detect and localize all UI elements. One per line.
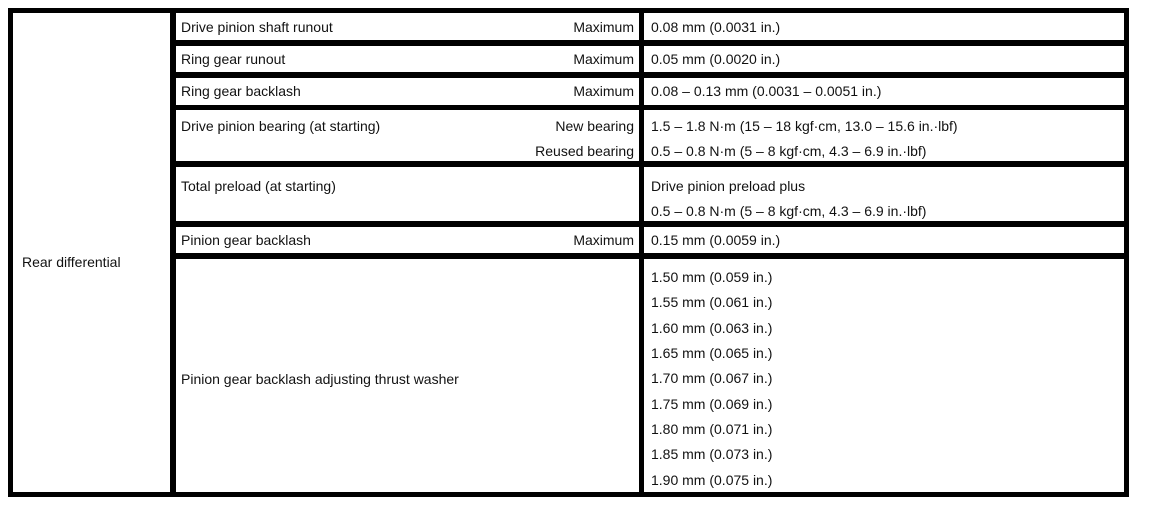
table-row-value: [644, 78, 1124, 105]
table-row-item: [176, 259, 639, 492]
row-value: 1.65 mm (0.065 in.): [651, 345, 773, 361]
row-value: 1.70 mm (0.067 in.): [651, 370, 773, 386]
row-condition: Reused bearing: [535, 143, 634, 159]
row-condition: Maximum: [573, 232, 634, 248]
row-condition: Maximum: [573, 83, 634, 99]
spec-table: [8, 8, 1129, 497]
table-row-value: [644, 227, 1124, 253]
row-item-label: Ring gear backlash: [181, 83, 301, 99]
row-value: Drive pinion preload plus: [651, 178, 806, 194]
row-item-label: Drive pinion bearing (at starting): [181, 118, 381, 134]
row-value: 0.08 – 0.13 mm (0.0031 – 0.0051 in.): [651, 83, 882, 99]
row-value: 1.80 mm (0.071 in.): [651, 421, 773, 437]
table-row-value: [644, 110, 1124, 161]
row-value: 1.90 mm (0.075 in.): [651, 472, 773, 488]
row-value: 0.15 mm (0.0059 in.): [651, 232, 781, 248]
row-value: 0.5 – 0.8 N·m (5 – 8 kgf·cm, 4.3 – 6.9 in.·lbf): [651, 203, 927, 219]
row-value: 1.60 mm (0.063 in.): [651, 320, 773, 336]
table-row-value: [644, 13, 1124, 40]
row-value: 0.05 mm (0.0020 in.): [651, 51, 781, 67]
table-row-item: [176, 78, 639, 105]
section-cell: [13, 13, 170, 492]
row-value: 1.5 – 1.8 N·m (15 – 18 kgf·cm, 13.0 – 15.6 in.·lbf): [651, 118, 958, 134]
section-label: Rear differential: [22, 254, 121, 270]
table-row-item: [176, 167, 639, 221]
table-row-value: [644, 259, 1124, 492]
row-item-label: Total preload (at starting): [181, 178, 336, 194]
table-row-value: [644, 46, 1124, 72]
table-row-item: [176, 227, 639, 253]
table-row-item: [176, 13, 639, 40]
table-row-item: [176, 110, 639, 161]
table-row-item: [176, 46, 639, 72]
row-item-label: Drive pinion shaft runout: [181, 19, 333, 35]
row-condition: New bearing: [555, 118, 634, 134]
row-condition: Maximum: [573, 19, 634, 35]
row-value: 1.50 mm (0.059 in.): [651, 269, 773, 285]
table-row-value: [644, 167, 1124, 221]
row-condition: Maximum: [573, 51, 634, 67]
row-item-label: Ring gear runout: [181, 51, 286, 67]
row-value: 0.08 mm (0.0031 in.): [651, 19, 781, 35]
row-value: 1.85 mm (0.073 in.): [651, 446, 773, 462]
row-value: 0.5 – 0.8 N·m (5 – 8 kgf·cm, 4.3 – 6.9 in.·lbf): [651, 143, 927, 159]
row-value: 1.55 mm (0.061 in.): [651, 294, 773, 310]
row-item-label: Pinion gear backlash adjusting thrust washer: [181, 371, 459, 387]
row-item-label: Pinion gear backlash: [181, 232, 311, 248]
row-value: 1.75 mm (0.069 in.): [651, 396, 773, 412]
